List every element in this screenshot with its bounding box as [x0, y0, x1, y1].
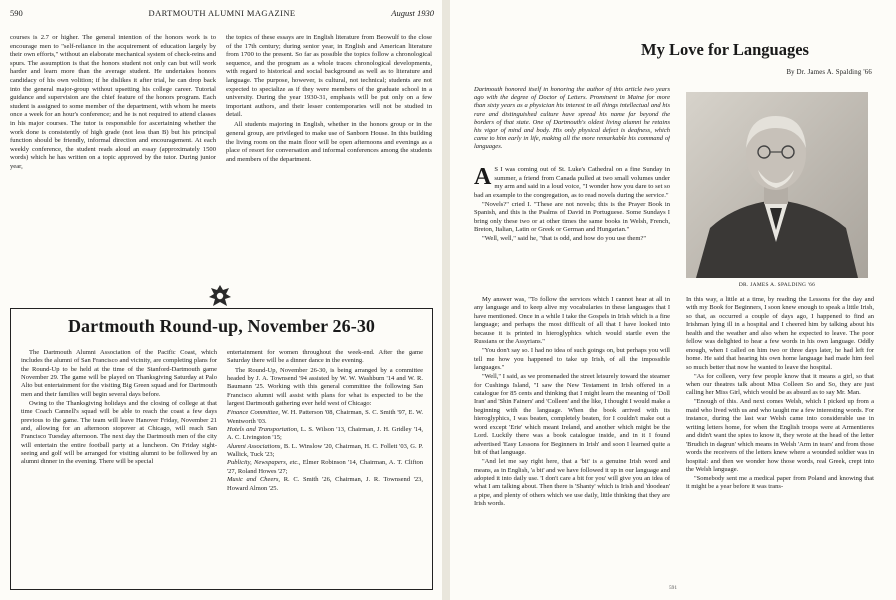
running-head: [10, 8, 434, 20]
drop-cap: A: [474, 166, 492, 190]
committee-hotels: [227, 426, 423, 443]
paragraph: In this way, a little at a time, by reading the Lessons for the day and with my Book for Beginners, I soon knew enough to speak a little Irish, so that, as occurred a couple of days ago, I happened to find an Irishman lying ill in a hospital and I cheered him by talking about his health and the weather and also when he expected to leave. The poor fellow was delighted to hear a few words in his own language. Oddly enough, when I called on him two or three days later, he had left for home. He said that hearing his own home language had made him feel so much better that now he wanted to leave the hospital.: [686, 296, 874, 371]
honors-article-column-2: [226, 34, 432, 224]
roundup-box: [10, 308, 433, 590]
committee-name: Finance Committee,: [227, 409, 280, 417]
committee-name: Hotels and Transportation,: [227, 426, 299, 434]
committee-members: Elmer Robinson '14, Chairman, A. T. Clifton '27, Roland Howes '27;: [227, 459, 423, 475]
roundup-column-1: [21, 349, 217, 587]
committee-publicity: [227, 459, 423, 476]
paragraph: "Well," I said, as we promenaded the street leisurely toward the steamer for Cushings Island, "I saw the New Testament in Irish offered in a catalogue for 85 cents and thinking that I might learn the meaning of 'Doll Iran' and 'Shin Fainers' and 'Colleen' and the like, I thought I would make a beginning with the language. When the book arrived with its hieroglyphics, I was beaten, completely beaten, for I couldn't make out a word except 'Erie' which meant Ireland, and another which might be the Lord. Luckily there was a book catalogue inside, and in it I found advertised 'Easy Lessons for Beginners in Irish' and soon I learned quite a bit of that language.: [474, 373, 670, 457]
author-portrait: [686, 92, 868, 278]
paragraph: "Novels?" cried I. "These are not novels; this is the Prayer Book in Spanish, and this is the Psalms of David in Portuguese. Some Sundays I bring only these two or at other times the same books in Welsh, French, Breton, Italian, Latin or Greek or German and Hungarian.": [474, 200, 670, 233]
article-column-right: [686, 296, 874, 590]
paragraph: My answer was, "To follow the services which I cannot hear at all in any language and to keep alive my vocabularies in these languages that I have mentioned. Once in a while I take the Gospels in Irish which is a fine language; and perhaps the most difficult of all that I have looked into because it is printed in hieroglyphics which would startle even the Russians or the Assyrians.": [474, 296, 670, 346]
honors-article-column-1: [10, 34, 216, 224]
paragraph-text: S I was coming out of St. Luke's Cathedral on a fine Sunday in summer, a friend from Canada pulled at two small volumes under my arm and said in a loud voice, "I wonder how you dare to set so bad an example to the congregation, as to read novels during the service.": [474, 166, 670, 199]
portrait-figure-icon: [686, 92, 868, 278]
committee-name: Music and Cheers,: [227, 476, 281, 484]
committee-name: Alumni Associations,: [227, 442, 282, 450]
roundup-column-2: [227, 349, 423, 587]
article-title: My Love for Languages: [641, 40, 809, 59]
article-opening: [474, 166, 670, 292]
committee-finance: [227, 409, 423, 426]
paragraph: "Somebody sent me a medical paper from Poland and knowing that it might be a year before it was trans-: [686, 475, 874, 491]
magazine-name: DARTMOUTH ALUMNI MAGAZINE: [148, 8, 296, 18]
paragraph: Owing to the Thanksgiving holidays and the closing of college at that time Coach Cannell's squad will be able to reach the coast a few days previous to the game. The team will leave Hanover Friday, November 21 and, allowing for an afternoon stopover at Chicago, will reach San Francisco Tuesday afternoon. The next day the Dartmouth men of the city will entertain the entire football party at a luncheon. On Friday sight-seeing and golf will be arranged for visiting alumni to be followed by an alumni dinner in the evening. There will be special: [21, 400, 217, 466]
committee-alumni: [227, 443, 423, 460]
paragraph: [474, 166, 670, 200]
committee-members: B. L. Winslow '20, Chairman, H. C. Follett '03, G. P. Wallick, Tuck '23;: [227, 442, 423, 459]
paragraph: "As for colleen, very few people know that it means a girl, so that when our theatres talk about Miss Colleen So and So, they are just calling her Miss Girl, which would be as absurd as to say Mr. Man.: [686, 372, 874, 397]
committee-members: W. H. Patterson '08, Chairman, S. C. Smith '97, E. W. Wentworth '03.: [227, 409, 423, 425]
page-gutter: [442, 0, 450, 600]
article-intro: Dartmouth honored itself in honoring the author of this article two years ago with the degree of Doctor of Letters. Prominent in Maine for more than sixty years as a physician his interest in all things intellectual and his rare and distinguished culture have spread his name far beyond the borders of that state. One of Dartmouth's oldest living alumni he retains his vigor of mind and body. His only physical defect is deafness, which came to him early in life, making all the more remarkable his command of languages.: [474, 86, 670, 151]
paragraph: The Round-Up, November 26-30, is being arranged by a committee headed by J. A. Townsend '94 assisted by W. W. Washburn '14 and W. R. Baumann '25. Working with this general committee the following San Francisco alumni will assist with plans for what is expected to be the largest Dartmouth gathering ever held west of Chicago:: [227, 366, 423, 408]
dartmouth-crest-icon: [207, 283, 233, 309]
paragraph: All students majoring in English, whether in the honors group or in the general group, are privileged to make use of Sanborn House. In this building the living room on the main floor will be open afternoons and evenings as a place of resort for conversation and informal conferences among the students and members of the department.: [226, 121, 432, 163]
issue-date: August 1930: [391, 8, 434, 18]
committee-music: [227, 476, 423, 493]
committee-members: R. C. Smith '26, Chairman, J. R. Townsend '23, Howard Almon '25.: [227, 476, 423, 492]
paragraph: "Enough of this. And next comes Welsh, which I picked up from a maid who lived with us and who taught me a few interesting words. For instance, during the last war Welsh came into considerable use in writing letters home, for when the English troops were at Armentieres and didn't want the spies to know it, they wrote at the head of the letter 'Brudich in dagrun' which means in Welsh 'Arm in tears' and from those words the receivers of the letters knew where a wounded soldier was in hospital: and then we wonder how those words, real Greek, crept into the Welsh language.: [686, 398, 874, 474]
article-byline: By Dr. James A. Spalding '66: [786, 69, 872, 76]
page-number: 590: [10, 8, 23, 18]
committee-name: Publicity, Newspapers, etc.,: [227, 459, 301, 467]
left-page: [0, 0, 442, 600]
committee-members: L. S. Wilson '13, Chairman, J. H. Gridley '14, A. C. Livingston '15;: [227, 426, 423, 442]
paragraph: courses is 2.7 or higher. The general intention of the honors work is to encourage men to "self-reliance in the acquirement of education largely by their own efforts," without an elaborate mechanical system of check-reins and spurs. The assumption is that the honors student not only can but will work harder and learn more than the average student. He undertakes honors candidacy of his own volition; if he dislikes it after trial, he can drop back into the general major-group without upsetting his college career. Tutorial guidance and supervision are the chief feature of the honors program. Each student is assigned to some member of the department, with whom he meets once a week for an hour's conference; and he is not required to attend classes in his major courses. The tutor is responsible for ascertaining whether the work done is consistently of high grade (not less than B) but his principal function should be friendly, informal direction and encouragement. At each weekly conference, the student reads aloud an essay (approximately 1500 words) which he has written on a topic approved by the tutor. During junior year,: [10, 34, 216, 170]
paragraph: "Well, well," said he, "that is odd, and how do you use them?": [482, 235, 647, 242]
paragraph: "And let me say right here, that a 'bit' is a genuine Irish word and means, as in English, 'a bit' and we have followed it up in our language and adopted it into daily use. 'I don't care a bit for you' will give you an idea of what I am talking about. Then there is 'Shanty' which is Irish and 'doodean' a pipe, and plenty of others which we use daily, little thinking that they are Irish words.: [474, 458, 670, 508]
paragraph: The Dartmouth Alumni Association of the Pacific Coast, which includes the alumni of San Francisco and vicinity, are completing plans for the Round-Up to be held at the time of the Stanford-Dartmouth game November 29. The game will be played on Thanksgiving Saturday at Palo Alto but entertainment for the visiting Big Green squad and for Dartmouth men and their families will begin several days before.: [21, 349, 217, 398]
article-column-left: [474, 296, 670, 590]
paragraph: "You don't say so. I had no idea of such goings on, but perhaps you will tell me how you happened to take up Irish, of all the impossible languages.": [474, 347, 670, 372]
page-folio: 591: [668, 585, 678, 591]
right-page: [450, 0, 896, 600]
paragraph: the topics of these essays are in English literature from Beowulf to the close of the 17th century; during senior year, in English and American literature from 1700 to the present. So far as possible the topics follow a chronological sequence, and the program as a whole traces chronological developments, with regard to historical and social background as well as to literature and language. The purpose, however, is cultural, not technical; students are not expected to specialize as if they were members of the graduate school in a university. During the year 1930-31, emphasis will be put only on a few important authors, and their lesser contemporaries will not be studied in detail.: [226, 34, 432, 119]
photo-caption: DR. JAMES A. SPALDING '66: [738, 282, 816, 288]
paragraph: entertainment for women throughout the week-end. After the game Saturday there will be a dinner dance in the evening.: [227, 349, 423, 365]
roundup-headline: Dartmouth Round-up, November 26-30: [67, 316, 376, 336]
